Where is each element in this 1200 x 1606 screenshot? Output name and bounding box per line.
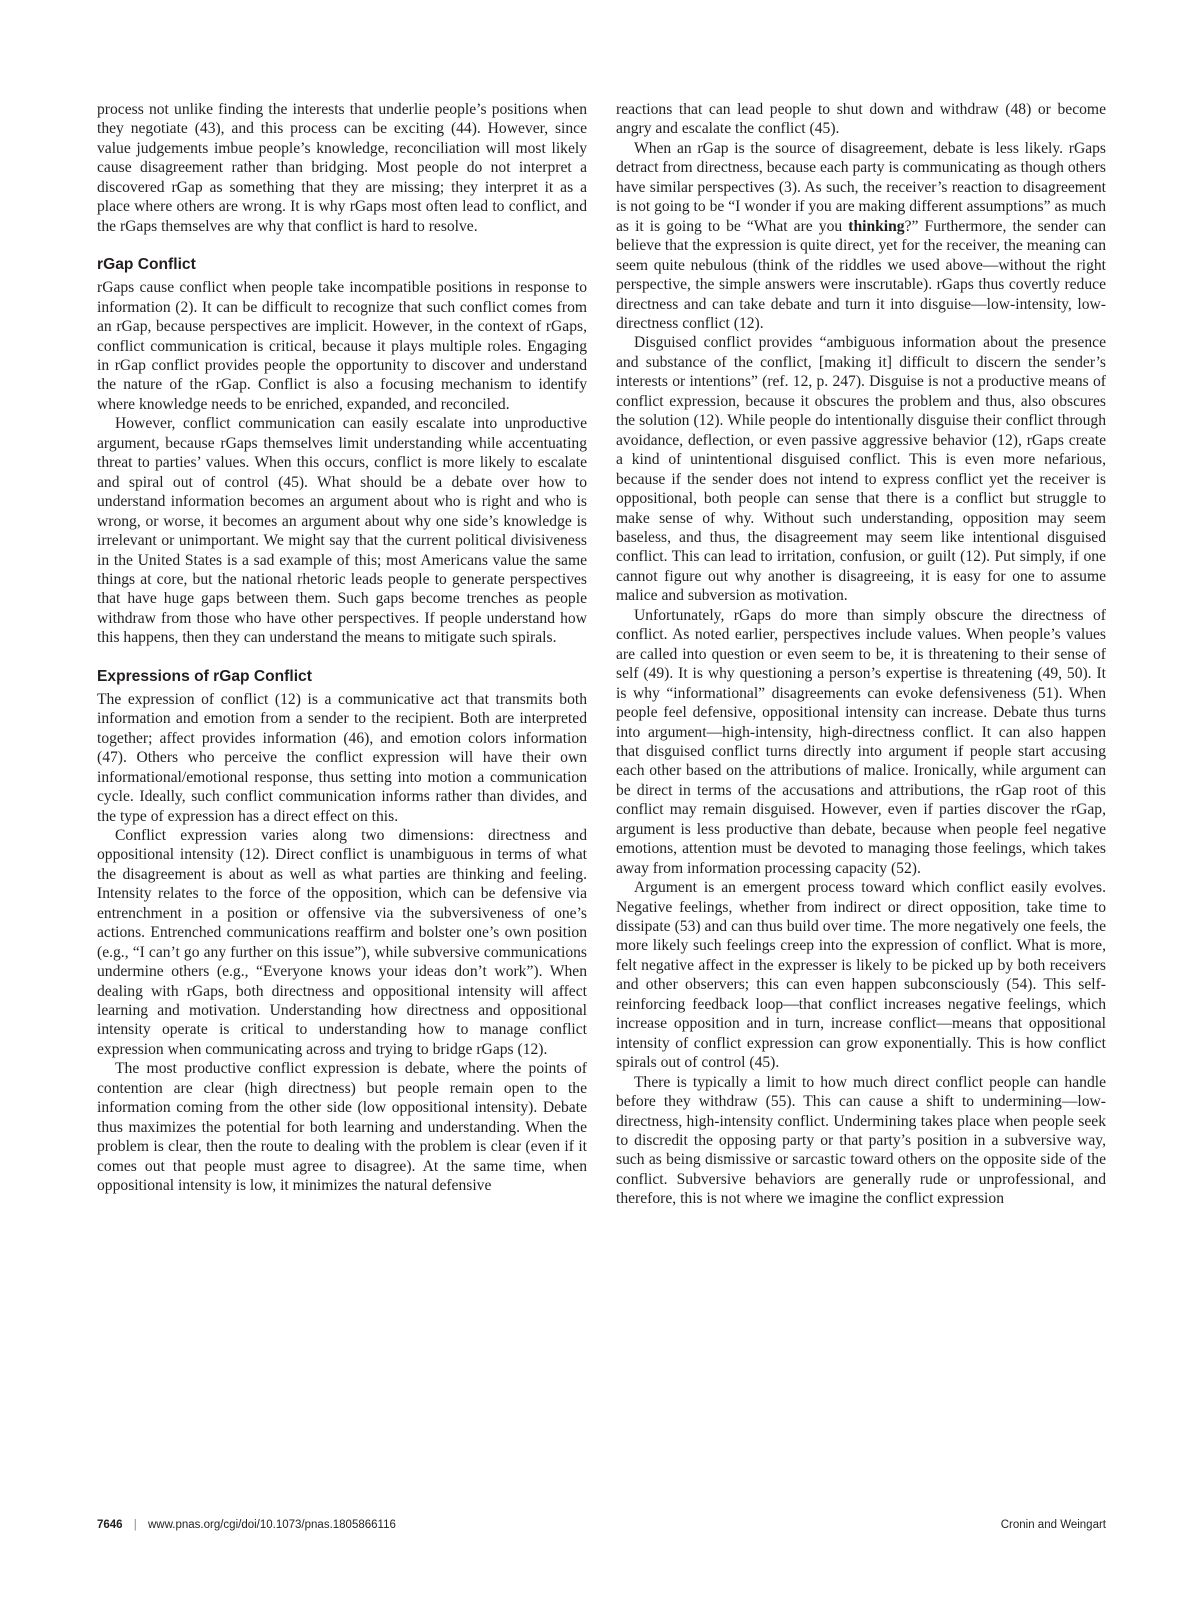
section-heading-expressions: Expressions of rGap Conflict bbox=[97, 667, 312, 685]
paragraph: The expression of conflict (12) is a communicative act that transmits both information and emotion from a sender to the recipient. Both are interpreted together; affect provides information (46), and emotion colors information (47). Others who perceive the conflict expression will have their own informational/emotional response, thus setting into motion a communication cycle. Ideally, such conflict communication informs rather than divides, and the type of expression has a direct effect on this. bbox=[97, 690, 587, 825]
paragraph bbox=[616, 139, 1106, 334]
paragraph: Conflict expression varies along two dimensions: directness and oppositional intensity (12). Direct conflict is unambiguous in terms of what the disagreement is about as well as what parties are thinking and feeling. Intensity relates to the force of the opposition, which can be defensive via entrenchment in a position or offensive via the subversiveness of one’s actions. Entrenched communications reaffirm and bolster one’s own position (e.g., “I can’t go any further on this issue”), while subversive communications undermine others (e.g., “Everyone knows your ideas don’t work”). When dealing with rGaps, both directness and oppositional intensity will affect learning and motivation. Understanding how directness and oppositional intensity operate is critical to understanding how to manage conflict expression when communicating across and trying to bridge rGaps (12). bbox=[97, 826, 587, 1058]
emphasized-word: thinking bbox=[848, 217, 905, 235]
text-run: When an rGap is the source of disagreement, debate is less likely. rGaps detract from directness, because each party is communicating as though others have similar perspectives (3). As such, the receiver’s reaction to disagreement is not going to be “I wonder if you are making different assumptions” as much as it is going to be “What are you bbox=[616, 139, 1106, 235]
section-heading-rgap-conflict: rGap Conflict bbox=[97, 256, 196, 274]
footer-separator: | bbox=[133, 1519, 137, 1531]
running-authors: Cronin and Weingart bbox=[1000, 1519, 1106, 1531]
left-column bbox=[97, 100, 587, 1196]
paragraph: Disguised conflict provides “ambiguous information about the presence and substance of the conflict, [making it] difficult to discern the sender’s interests or intentions” (ref. 12, p. 247). Disguise is not a productive means of conflict expression, because it obscures the problem and thus, also obscures the solution (12). While people do intentionally disguise their conflict through avoidance, deflection, or even passive aggressive behavior (12), rGaps create a kind of unintentional disguised conflict. This is even more nefarious, because if the sender does not intend to express conflict yet the receiver is oppositional, both people can sense that there is a conflict but struggle to make sense of why. Without such understanding, opposition may seem baseless, and thus, the disagreement may seem like intentional disguised conflict. This can lead to irritation, confusion, or guilt (12). Put simply, if one cannot figure out why another is disagreeing, it is easy for one to assume malice and subversion as motivation. bbox=[616, 334, 1106, 605]
page-footer bbox=[97, 1519, 1106, 1531]
paragraph: However, conflict communication can easily escalate into unproductive argument, because rGaps themselves limit understanding while accentuating threat to parties’ values. When this occurs, conflict is more likely to escalate and spiral out of control (45). What should be a debate over how to understand information becomes an argument about who is right and who is wrong, or worse, it becomes an argument about why one side’s knowledge is irrelevant or unimportant. We might say that the current political divisiveness in the United States is a sad example of this; most Americans value the same things at core, but the national rhetoric leads people to generate perspectives that have huge gaps between them. Such gaps become trenches as people withdraw from those who have other perspectives. If people understand how this happens, then they can understand the means to mitigate such spirals. bbox=[97, 415, 587, 647]
paragraph: process not unlike finding the interests that underlie people’s positions when they negotiate (43), and this process can be exciting (44). However, since value judgements imbue people’s knowledge, reconciliation will most likely cause disagreement rather than bridging. Most people do not interpret a discovered rGap as something that they are missing; they interpret it as a place where others are wrong. It is why rGaps most often lead to conflict, and the rGaps themselves are why that conflict is hard to resolve. bbox=[97, 101, 587, 235]
page-number: 7646 bbox=[97, 1519, 123, 1531]
text-run: ?” Furthermore, the sender can believe that the expression is quite direct, yet for the receiver, the meaning can seem quite nebulous (think of the riddles we used above—without the right perspective, the simple answers were inscrutable). rGaps thus covertly reduce directness and can take debate and turn it into disguise—low-intensity, low-directness conflict (12). bbox=[616, 217, 1106, 332]
paragraph: Argument is an emergent process toward which conflict easily evolves. Negative feelings, whether from indirect or direct opposition, take time to dissipate (53) and can thus build over time. The more negatively one feels, the more likely such feelings creep into the expression of conflict. What is more, felt negative affect in the expresser is likely to be picked up by both receivers and other observers; this can even happen subconsciously (54). This self-reinforcing feedback loop—that conflict increases negative feelings, which increase opposition and in turn, increase conflict—means that oppositional intensity of conflict expression can grow exponentially. This is how conflict spirals out of control (45). bbox=[616, 879, 1106, 1072]
doi-link[interactable]: www.pnas.org/cgi/doi/10.1073/pnas.1805866116 bbox=[148, 1519, 396, 1531]
paragraph: Unfortunately, rGaps do more than simply obscure the directness of conflict. As noted earlier, perspectives include values. When people’s values are called into question or even seem to be, it is threatening to their sense of self (49). It is why questioning a person’s expertise is threatening (49, 50). It is why “informational” disagreements can evoke defensiveness (51). When people feel defensive, oppositional intensity can increase. Debate thus turns into argument—high-intensity, high-directness conflict. It can also happen that disguised conflict turns directly into argument if people start accusing each other based on the attributions of malice. Ironically, while argument can be direct in terms of the accusations and attributions, the rGap root of this conflict may remain disguised. However, even if parties discover the rGap, argument is less productive than debate, because when people feel negative emotions, attention must be devoted to managing those feelings, which takes away from information processing capacity (52). bbox=[616, 606, 1106, 877]
paragraph: There is typically a limit to how much direct conflict people can handle before they withdraw (55). This can cause a shift to undermining—low-directness, high-intensity conflict. Undermining takes place when people seek to discredit the opposing party or that party’s position in a subversive way, such as being dismissive or sarcastic toward others on the opposite side of the conflict. Subversive behaviors are generally rude or unprofessional, and therefore, this is not where we imagine the conflict expression bbox=[616, 1073, 1106, 1208]
paragraph: The most productive conflict expression is debate, where the points of contention are clear (high directness) but people remain open to the information coming from the other side (low oppositional intensity). Debate thus maximizes the potential for both learning and understanding. When the problem is clear, then the route to dealing with the problem is clear (even if it comes out that people must agree to disagree). At the same time, when oppositional intensity is low, it minimizes the natural defensive bbox=[97, 1060, 587, 1195]
paragraph: reactions that can lead people to shut down and withdraw (48) or become angry and escalate the conflict (45). bbox=[616, 101, 1106, 138]
paragraph: rGaps cause conflict when people take incompatible positions in response to information (2). It can be difficult to recognize that such conflict comes from an rGap, because perspectives are implicit. However, in the context of rGaps, conflict communication is critical, because it plays multiple roles. Engaging in rGap conflict provides people the opportunity to discover and understand the nature of the rGap. Conflict is also a focusing mechanism to identify where knowledge needs to be enriched, expanded, and reconciled. bbox=[97, 279, 587, 413]
right-column bbox=[616, 100, 1106, 1209]
